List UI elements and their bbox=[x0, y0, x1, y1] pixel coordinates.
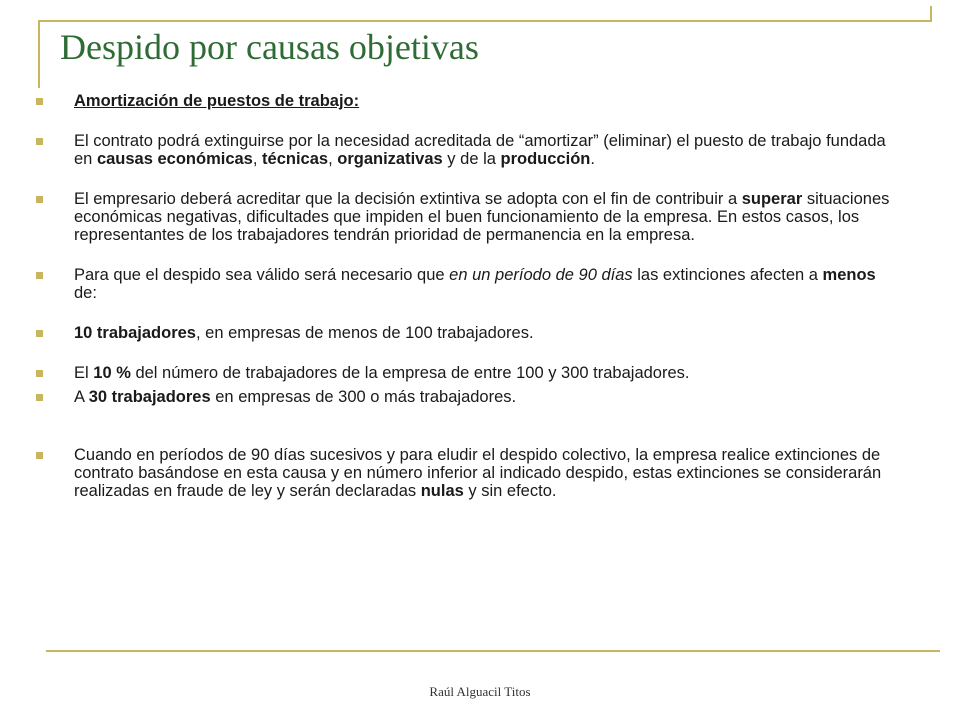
square-bullet-icon bbox=[36, 394, 43, 401]
right-accent-tick bbox=[930, 6, 932, 22]
text-segment: El contrato podrá extinguirse por la necesidad acreditada de “amortizar” (eliminar) el puesto de trabajo fundada en bbox=[74, 132, 886, 168]
square-bullet-icon bbox=[36, 196, 43, 203]
text-segment: en un período de 90 días bbox=[449, 266, 633, 284]
text-segment: 10 % bbox=[93, 364, 131, 382]
text-segment: . bbox=[590, 150, 595, 168]
bullet-item bbox=[36, 132, 896, 168]
slide-footer: Raúl Alguacil Titos bbox=[429, 684, 531, 699]
bullet-text bbox=[74, 324, 534, 342]
text-segment: del número de trabajadores de la empresa de entre 100 y 300 trabajadores. bbox=[130, 364, 690, 382]
text-segment: situaciones económicas negativas, dificultades que impiden el buen funcionamiento de la empresa. En estos casos, los representantes de los trabajadores tendrán prioridad de permanencia en la empresa. bbox=[74, 190, 890, 244]
bullet-text bbox=[74, 190, 889, 244]
bullet-text bbox=[74, 266, 876, 302]
square-bullet-icon bbox=[36, 98, 43, 105]
text-segment: 10 trabajadores bbox=[74, 324, 196, 342]
bullet-item bbox=[36, 92, 896, 110]
text-segment: Amortización de puestos de trabajo: bbox=[74, 92, 360, 110]
text-segment: , bbox=[252, 150, 263, 168]
text-segment: menos bbox=[822, 266, 876, 284]
text-segment: producción bbox=[500, 150, 591, 168]
text-segment: y de la bbox=[442, 150, 501, 168]
text-segment: Cuando en períodos de 90 días sucesivos y para eludir el despido colectivo, la empresa realice extinciones de contrato basándose en esta causa y en número inferior al indicado despido, estas extinciones se considerarán realizadas en fraude de ley y serán declaradas bbox=[74, 446, 882, 500]
bullet-list bbox=[36, 92, 896, 500]
bullet-text bbox=[74, 364, 689, 382]
square-bullet-icon bbox=[36, 452, 43, 459]
slide-title: Despido por causas objetivas bbox=[60, 27, 479, 67]
text-segment: El empresario deberá acreditar que la decisión extintiva se adopta con el fin de contribuir a bbox=[74, 190, 742, 208]
bullet-text bbox=[74, 92, 359, 110]
text-segment: causas económicas bbox=[96, 150, 253, 168]
bullet-item bbox=[36, 446, 896, 500]
text-segment: las extinciones afecten a bbox=[632, 266, 823, 284]
bottom-rule bbox=[46, 650, 940, 652]
text-segment: El bbox=[74, 364, 94, 382]
text-segment: y sin efecto. bbox=[463, 482, 557, 500]
text-segment: nulas bbox=[420, 482, 464, 500]
text-segment: 30 trabajadores bbox=[88, 388, 211, 406]
bullet-text bbox=[74, 132, 886, 168]
square-bullet-icon bbox=[36, 330, 43, 337]
top-rule bbox=[38, 20, 932, 22]
text-segment: de: bbox=[74, 284, 97, 302]
text-segment: , bbox=[328, 150, 338, 168]
text-segment: superar bbox=[741, 190, 803, 208]
bullet-item bbox=[36, 364, 896, 382]
bullet-item bbox=[36, 388, 896, 406]
text-segment: , en empresas de menos de 100 trabajadores. bbox=[195, 324, 534, 342]
text-segment: Para que el despido sea válido será necesario que bbox=[74, 266, 450, 284]
text-segment: en empresas de 300 o más trabajadores. bbox=[210, 388, 517, 406]
text-segment: técnicas bbox=[262, 150, 329, 168]
bullet-item bbox=[36, 324, 896, 342]
text-segment: A bbox=[74, 388, 89, 406]
square-bullet-icon bbox=[36, 272, 43, 279]
square-bullet-icon bbox=[36, 138, 43, 145]
bullet-item bbox=[36, 266, 896, 302]
text-segment: organizativas bbox=[337, 150, 443, 168]
bullet-item bbox=[36, 190, 896, 244]
bullet-text bbox=[74, 446, 881, 500]
bullet-text bbox=[74, 388, 516, 406]
square-bullet-icon bbox=[36, 370, 43, 377]
left-accent-line bbox=[38, 20, 40, 88]
